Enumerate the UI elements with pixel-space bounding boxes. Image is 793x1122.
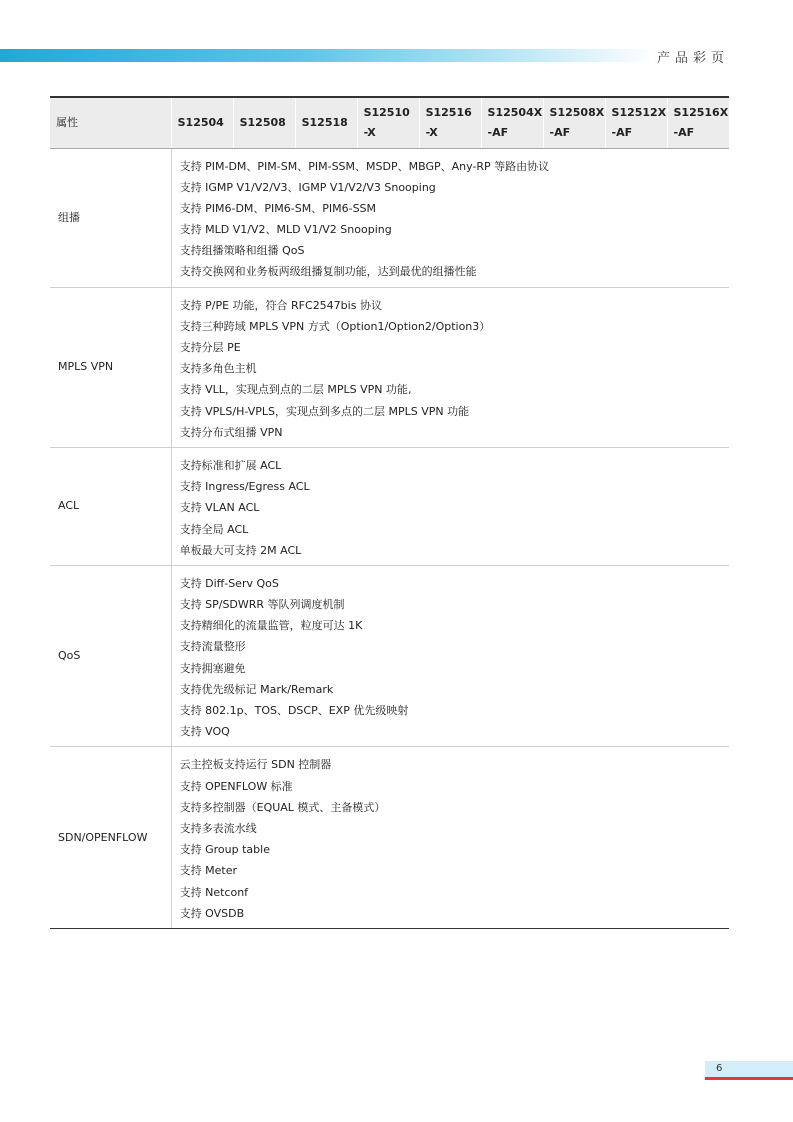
column-header-attribute [50,97,171,148]
feature-item: 支持 OPENFLOW 标准 [179,779,293,793]
column-header-line: -AF [611,125,633,139]
feature-item: 支持 Meter [179,864,237,878]
feature-item: 支持多角色主机 [179,362,257,376]
feature-item: 支持 802.1p、TOS、DSCP、EXP 优先级映射 [179,704,409,717]
table-row [50,747,729,929]
column-header-line: S12516X [673,105,729,119]
feature-item: 支持 SP/SDWRR 等队列调度机制 [179,598,345,612]
column-header-line: S12510 [363,105,410,119]
column-header-model [357,97,419,148]
feature-list [180,455,721,561]
column-header-model [543,97,605,148]
feature-item: 支持分布式组播 VPN [179,425,283,439]
feature-item: 支持组播策略和组播 QoS [179,244,305,258]
feature-item: 支持 VLL，实现点到点的二层 MPLS VPN 功能, [179,383,412,397]
features-cell [171,747,729,929]
feature-list [180,295,721,443]
page-number-tab [705,1061,793,1077]
column-header-model [295,97,357,148]
feature-item: 支持 PIM6-DM、PIM6-SM、PIM6-SSM [179,201,377,215]
feature-item: 支持精细化的流量监管，粒度可达 1K [179,619,363,633]
feature-item: 支持多控制器（EQUAL 模式、主备模式） [179,800,386,814]
feature-item: 支持交换网和业务板两级组播复制功能，达到最优的组播性能 [179,265,477,279]
table-row [50,148,729,287]
column-header-line: 属性 [56,115,78,129]
feature-item: 支持 Netconf [179,885,249,899]
table-row [50,287,729,447]
table-row [50,565,729,747]
column-header-line: -AF [487,125,509,139]
table-header-row [50,97,729,148]
feature-item: 支持 VPLS/H-VPLS，实现点到多点的二层 MPLS VPN 功能 [179,404,470,418]
feature-item: 支持全局 ACL [179,522,249,536]
page-number: 6 [716,1063,723,1074]
feature-item: 支持拥塞避免 [179,661,246,675]
feature-item: 支持标准和扩展 ACL [179,458,282,472]
feature-item: 支持分层 PE [179,341,241,354]
column-header-line: S12508 [239,115,286,129]
column-header-line: S12508X [549,105,605,119]
feature-item: 支持 VLAN ACL [179,501,260,515]
spec-table [50,96,729,929]
feature-list [180,754,721,924]
column-header-model [419,97,481,148]
column-header-line: S12518 [301,115,348,129]
attribute-cell: QoS [50,565,171,747]
column-header-line: -AF [673,125,695,139]
column-header-model [481,97,543,148]
features-cell [171,447,729,565]
features-cell [171,287,729,447]
column-header-model [605,97,667,148]
feature-item: 支持 Group table [179,843,270,857]
table-row [50,447,729,565]
header-title: 产品彩页 [656,51,729,66]
feature-item: 支持三种跨域 MPLS VPN 方式（Option1/Option2/Option3） [179,319,491,333]
column-header-line: -X [425,125,438,139]
attribute-cell: MPLS VPN [50,287,171,447]
feature-item: 云主控板支持运行 SDN 控制器 [179,758,332,772]
features-cell [171,565,729,747]
column-header-model [667,97,729,148]
column-header-line: -X [363,125,376,139]
attribute-cell: ACL [50,447,171,565]
feature-item: 支持优先级标记 Mark/Remark [179,682,334,696]
feature-item: 支持流量整形 [179,640,246,654]
feature-item: 支持多表流水线 [179,821,257,835]
feature-item: 支持 MLD V1/V2、MLD V1/V2 Snooping [179,223,392,237]
column-header-line: S12504 [177,115,224,129]
feature-item: 支持 VOQ [179,725,230,739]
feature-item: 支持 OVSDB [179,906,245,920]
column-header-model [233,97,295,148]
feature-list [180,156,721,283]
feature-item: 支持 PIM-DM、PIM-SM、PIM-SSM、MSDP、MBGP、Any-RP 等路由协议 [179,159,550,173]
attribute-cell: SDN/OPENFLOW [50,747,171,929]
feature-item: 支持 Diff-Serv QoS [179,576,279,590]
attribute-cell: 组播 [50,148,171,287]
column-header-line: -AF [549,125,571,139]
column-header-model [171,97,233,148]
feature-item: 支持 IGMP V1/V2/V3、IGMP V1/V2/V3 Snooping [179,180,436,194]
feature-list [180,573,721,743]
features-cell [171,148,729,287]
feature-item: 支持 P/PE 功能，符合 RFC2547bis 协议 [179,298,382,312]
column-header-line: S12512X [611,105,667,119]
column-header-line: S12504X [487,105,543,119]
header-color-bar [0,49,655,62]
feature-item: 单板最大可支持 2M ACL [179,543,302,557]
page-number-accent-line [705,1077,793,1080]
feature-item: 支持 Ingress/Egress ACL [179,480,310,494]
column-header-line: S12516 [425,105,472,119]
